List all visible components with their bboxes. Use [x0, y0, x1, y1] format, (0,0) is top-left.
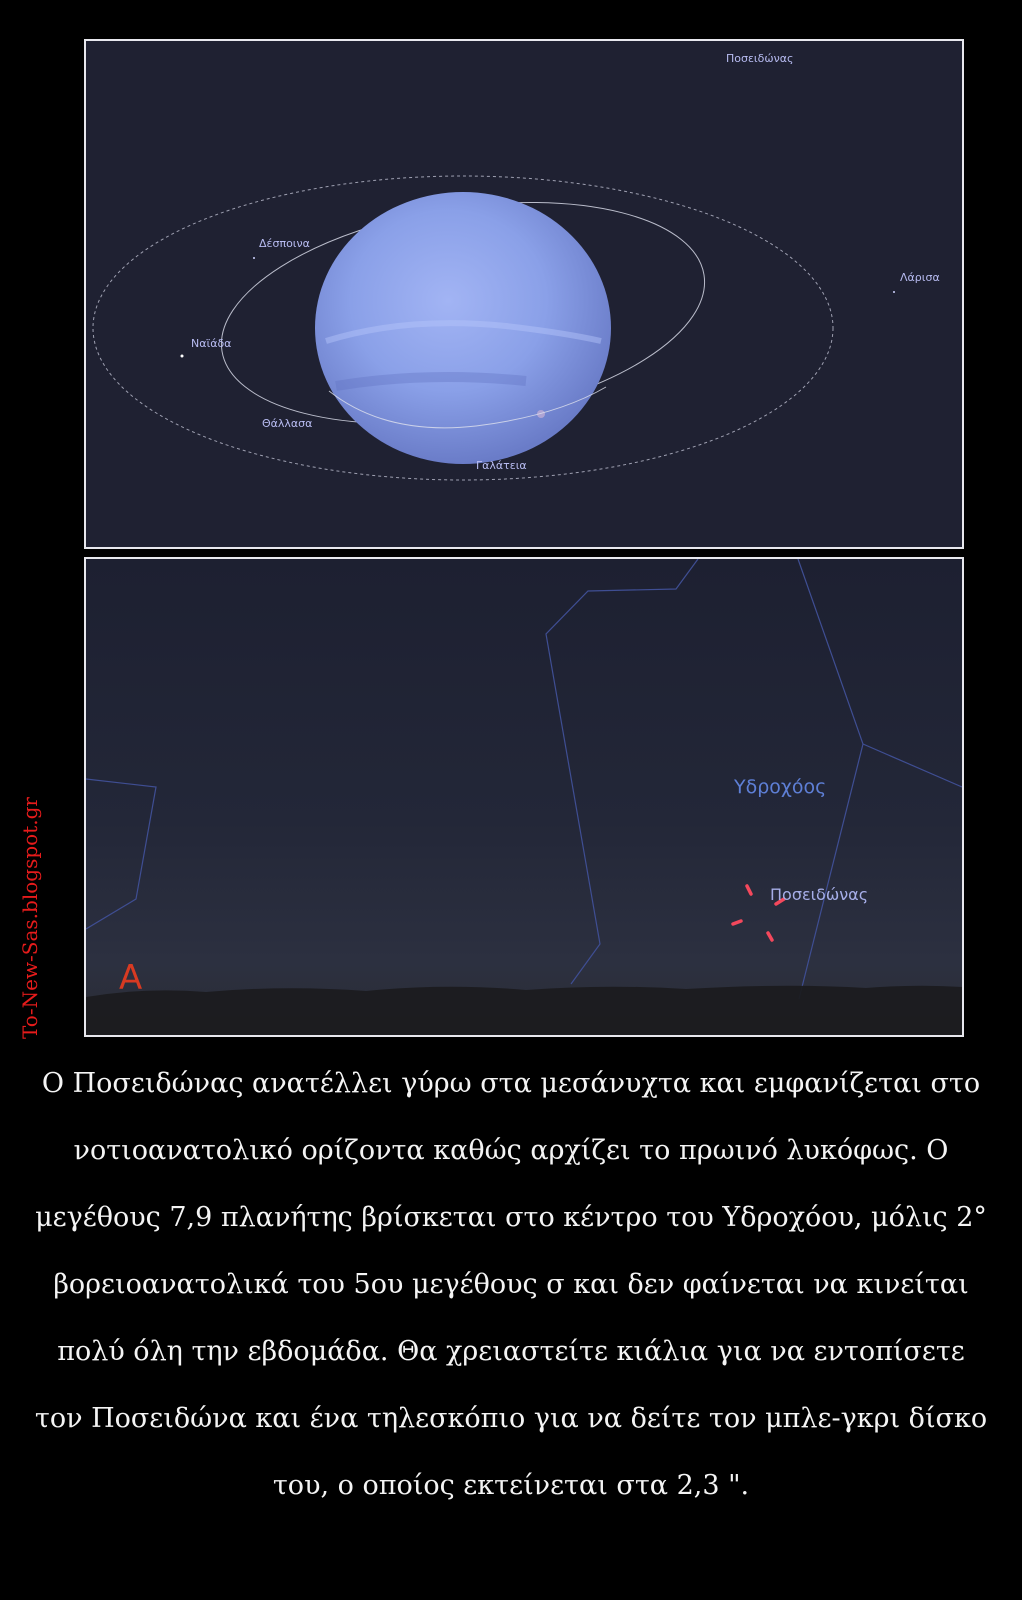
moon-label: Γαλάτεια	[476, 459, 527, 472]
marker-tick	[768, 933, 772, 940]
neptune-rings-panel	[84, 39, 964, 549]
direction-label: A	[119, 958, 143, 998]
planet-label: Ποσειδώνας	[770, 885, 869, 904]
constellation-line	[546, 559, 698, 984]
constellation-line	[863, 744, 962, 787]
moon-label: Λάρισα	[900, 271, 940, 284]
moon-label: Ναϊάδα	[191, 337, 232, 350]
moon-dot	[181, 355, 184, 358]
watermark-text: To-New-Sas.blogspot.gr	[18, 797, 42, 1039]
marker-tick	[747, 886, 751, 894]
moon-dot	[893, 291, 895, 293]
caption-text: Ο Ποσειδώνας ανατέλλει γύρω στα μεσάνυχτα και εμφανίζεται στο νοτιοανατολικό ορίζοντα καθώς αρχίζει το πρωινό λυκόφως. Ο μεγέθους 7,9 πλανήτης βρίσκεται στο κέντρο του Υδροχόου, μόλις 2° βορειοανατολικά του 5ου μεγέθους σ και δεν φαίνεται να κινείται πολύ όλη την εβδομάδα. Θα χρειαστείτε κιάλια για να εντοπίσετε τον Ποσειδώνα και ένα τηλεσκόπιο για να δείτε τον μπλε-γκρι δίσκο του, ο οποίος εκτείνεται στα 2,3 ".	[34, 1068, 988, 1501]
sky-map	[86, 559, 962, 1035]
constellation-lines	[86, 559, 962, 999]
neptune-scene	[86, 41, 962, 547]
constellation-label: Υδροχόος	[734, 776, 827, 798]
horizon-ground	[86, 986, 962, 1035]
neptune-planet	[315, 192, 611, 464]
moon-label: Δέσποινα	[259, 237, 310, 250]
moon-label: Θάλλασα	[262, 417, 313, 430]
moon-label: Ποσειδώνας	[726, 52, 794, 65]
sky-map-panel	[84, 557, 964, 1037]
constellation-line	[86, 779, 156, 929]
moon-dot	[253, 257, 255, 259]
marker-tick	[733, 921, 741, 924]
